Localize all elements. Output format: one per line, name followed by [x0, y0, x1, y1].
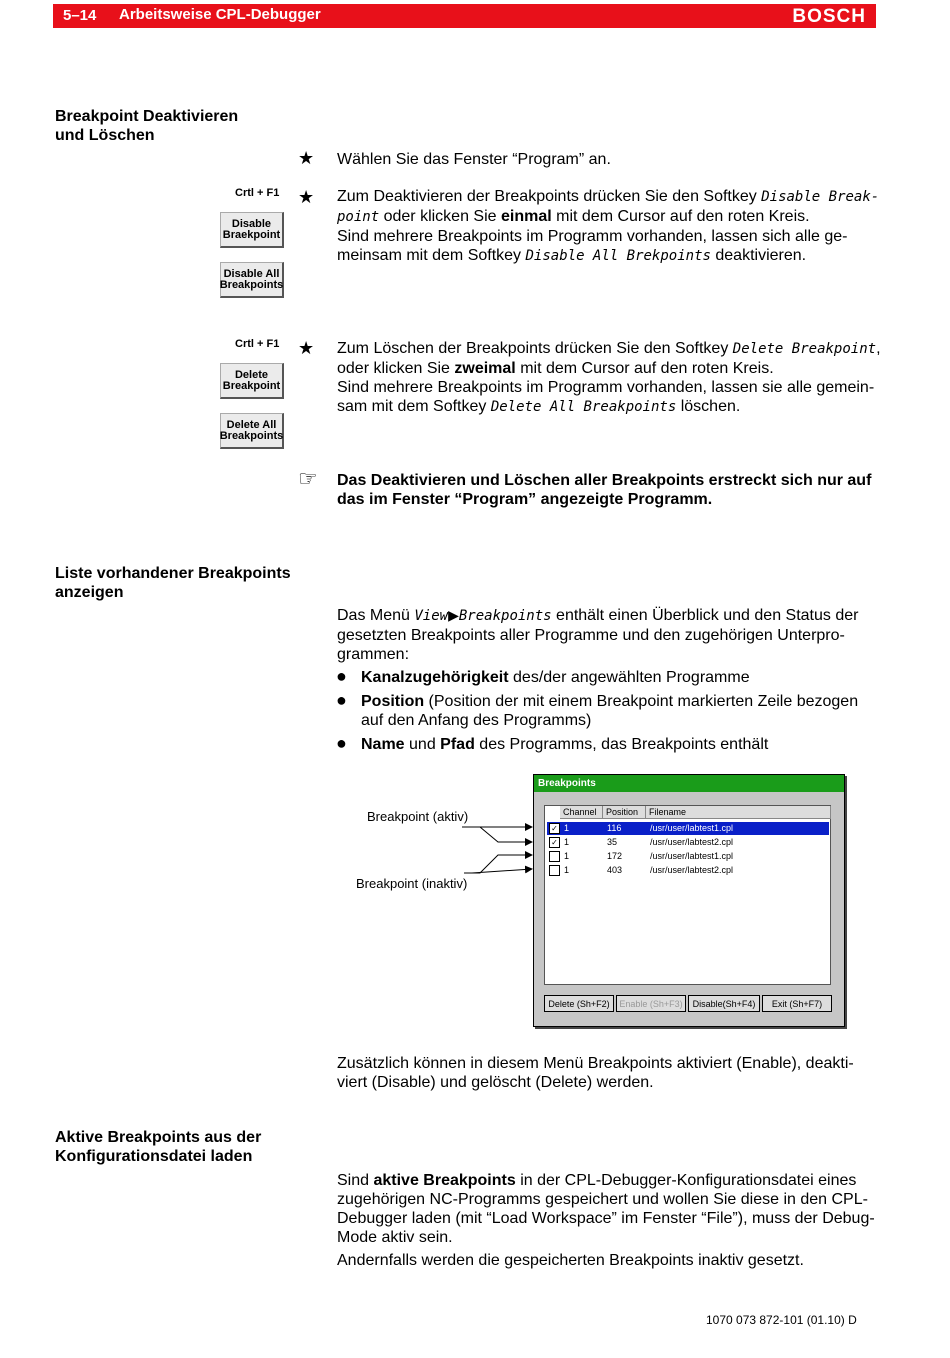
enable-button[interactable]: Enable (Sh+F3): [616, 995, 686, 1012]
load-text: Sind aktive Breakpoints in der CPL-Debugger-Konfigurationsdatei eines zugehörigen NC-Programms gespeichert und wollen Sie diese in den CPL- Debugger laden (mit “Load Workspace” im Fenster “File”), muss der Debug- Mode aktiv sein. Andernfalls werden die gespeicherten Breakpoints inaktiv gesetzt.: [337, 1172, 875, 1269]
triangle-right-icon: ▶: [448, 607, 459, 623]
bullet-item: Position (Position der mit einem Breakpoint markierten Zeile bezogen auf den Anfang des Programms): [361, 693, 859, 729]
exit-button[interactable]: Exit (Sh+F7): [762, 995, 832, 1012]
section-title-deactivate: Breakpoint Deaktivieren und Löschen: [55, 108, 239, 144]
breakpoints-list[interactable]: [544, 805, 831, 985]
table-row[interactable]: ✓ 1 35 /usr/user/labtest2.cpl: [547, 836, 829, 849]
step-select-program: Wählen Sie das Fenster “Program” an.: [337, 151, 611, 168]
column-header-filename[interactable]: Filename: [646, 806, 831, 819]
star-icon: ★: [298, 187, 315, 207]
step-delete-text: Zum Löschen der Breakpoints drücken Sie den Softkey Delete Breakpoint, oder klicken Sie zweimal mit dem Cursor auf den roten Kreis. Sind mehrere Breakpoints im Programm vorhanden, lassen sie alle gemein- sam mit dem Softkey Delete All Breakpoints löschen.: [337, 340, 881, 415]
note-text: Das Deaktivieren und Löschen aller Breakpoints erstreckt sich nur auf das im Fenster “Program” angezeigte Programm.: [337, 472, 872, 508]
table-row[interactable]: 1 403 /usr/user/labtest2.cpl: [547, 864, 829, 877]
step-deactivate-text: Zum Deaktivieren der Breakpoints drücken Sie den Softkey Disable Break- point oder klicken Sie einmal mit dem Cursor auf den roten Kreis. Sind mehrere Breakpoints im Programm vorhanden, lassen sich alle ge- meinsam mit dem Softkey Disable All Brekpoints deaktivieren.: [337, 188, 880, 264]
bullet-icon: ●: [336, 733, 347, 753]
section-title-load: Aktive Breakpoints aus der Konfigurationsdatei laden: [55, 1129, 262, 1165]
table-row[interactable]: 1 172 /usr/user/labtest1.cpl: [547, 850, 829, 863]
list-intro-text: Das Menü View▶Breakpoints enthält einen Überblick und den Status der gesetzten Breakpoints aller Programme und den zugehörigen Unterpro- grammen:: [337, 607, 859, 663]
breakpoints-dialog: [533, 774, 845, 1027]
star-icon: ★: [298, 338, 315, 358]
header-title: Arbeitsweise CPL-Debugger: [119, 6, 321, 23]
callout-arrows: [460, 815, 540, 885]
bullet-item: Name und Pfad des Programms, das Breakpoints enthält: [361, 736, 769, 753]
delete-all-breakpoints-softkey[interactable]: Delete All Breakpoints: [220, 413, 284, 449]
bullet-icon: ●: [336, 666, 347, 686]
page-number: 5–14: [63, 7, 97, 24]
dialog-title: Breakpoints: [534, 775, 844, 792]
disable-button[interactable]: Disable(Sh+F4): [688, 995, 760, 1012]
checkbox[interactable]: ✓: [549, 837, 560, 848]
disable-breakpoint-softkey[interactable]: Disable Braekpoint: [220, 212, 284, 248]
column-header-position[interactable]: Position: [603, 806, 646, 819]
bullet-icon: ●: [336, 690, 347, 710]
checkbox[interactable]: ✓: [549, 823, 560, 834]
after-dialog-text: Zusätzlich können in diesem Menü Breakpoints aktiviert (Enable), deakti- viert (Disable) und gelöscht (Delete) werden.: [337, 1055, 854, 1091]
star-icon: ★: [298, 148, 315, 168]
column-header-channel[interactable]: Channel: [560, 806, 603, 819]
checkbox[interactable]: [549, 851, 560, 862]
delete-breakpoint-softkey[interactable]: Delete Breakpoint: [220, 363, 284, 399]
brand-logo: BOSCH: [792, 6, 866, 27]
label-breakpoint-active: Breakpoint (aktiv): [367, 809, 469, 824]
table-row[interactable]: ✓ 1 116 /usr/user/labtest1.cpl: [547, 822, 829, 835]
shortcut-label: Crtl + F1: [235, 187, 280, 199]
shortcut-label: Crtl + F1: [235, 338, 280, 350]
checkbox[interactable]: [549, 865, 560, 876]
page-header: [53, 4, 876, 28]
footer-doc-number: 1070 073 872-101 (01.10) D: [706, 1313, 857, 1327]
disable-all-breakpoints-softkey[interactable]: Disable All Breakpoints: [220, 262, 284, 298]
bullet-item: Kanalzugehörigkeit des/der angewählten Programme: [361, 669, 750, 686]
label-breakpoint-inactive: Breakpoint (inaktiv): [356, 876, 468, 891]
delete-button[interactable]: Delete (Sh+F2): [544, 995, 614, 1012]
pointing-hand-icon: ☞: [298, 466, 318, 491]
section-title-list: Liste vorhandener Breakpoints anzeigen: [55, 565, 291, 601]
